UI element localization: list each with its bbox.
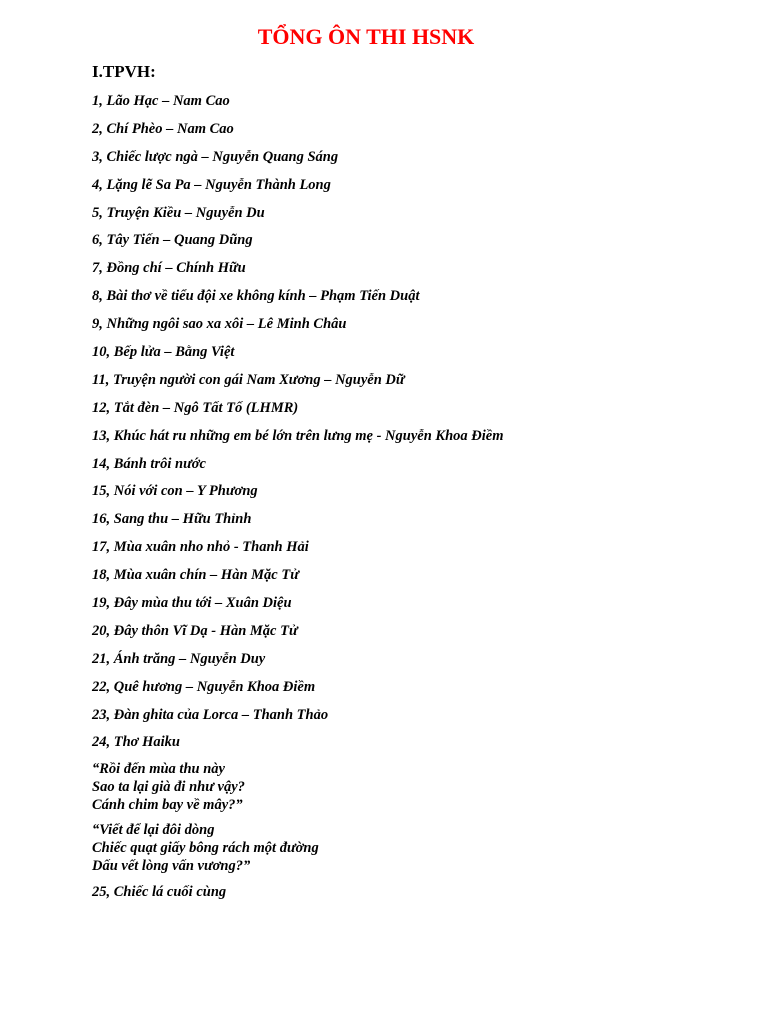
list-item: 19, Đây mùa thu tới – Xuân Diệu bbox=[92, 595, 292, 612]
list-item: 15, Nói với con – Y Phương bbox=[92, 483, 258, 500]
list-item: 21, Ánh trăng – Nguyễn Duy bbox=[92, 650, 266, 667]
section-heading: I.TPVH: bbox=[92, 62, 156, 81]
haiku-poem-1 bbox=[92, 760, 503, 814]
poem-line: Dấu vết lòng vấn vương?” bbox=[92, 858, 251, 875]
list-item: 6, Tây Tiến – Quang Dũng bbox=[92, 232, 253, 249]
poem-line: Cánh chim bay về mây?” bbox=[92, 797, 243, 814]
poem-line: Sao ta lại già đi như vậy? bbox=[92, 779, 245, 796]
list-item: 16, Sang thu – Hữu Thỉnh bbox=[92, 511, 252, 528]
poem-line: “Rồi đến mùa thu này bbox=[92, 761, 225, 778]
list-item: 7, Đồng chí – Chính Hữu bbox=[92, 260, 246, 277]
list-item: 18, Mùa xuân chín – Hàn Mặc Tử bbox=[92, 567, 299, 584]
list-item: 12, Tắt đèn – Ngô Tất Tố (LHMR) bbox=[92, 399, 299, 416]
list-item: 14, Bánh trôi nước bbox=[92, 455, 206, 472]
list-item: 4, Lặng lẽ Sa Pa – Nguyễn Thành Long bbox=[92, 176, 331, 193]
literary-works-list bbox=[92, 91, 503, 910]
list-item: 9, Những ngôi sao xa xôi – Lê Minh Châu bbox=[92, 316, 347, 333]
list-item: 3, Chiếc lược ngà – Nguyễn Quang Sáng bbox=[92, 148, 339, 165]
list-item: 25, Chiếc lá cuối cùng bbox=[92, 884, 227, 901]
document-title: TỔNG ÔN THI HSNK bbox=[257, 24, 475, 49]
list-item: 11, Truyện người con gái Nam Xương – Nguyễn Dữ bbox=[92, 371, 405, 388]
list-item: 2, Chí Phèo – Nam Cao bbox=[92, 120, 234, 137]
poem-line: “Viết để lại đôi dòng bbox=[92, 822, 215, 839]
list-item: 17, Mùa xuân nho nhỏ - Thanh Hải bbox=[92, 539, 309, 556]
list-item: 20, Đây thôn Vĩ Dạ - Hàn Mặc Tử bbox=[92, 622, 298, 639]
list-item: 5, Truyện Kiều – Nguyễn Du bbox=[92, 204, 265, 221]
poem-line: Chiếc quạt giấy bông rách một đường bbox=[92, 840, 319, 857]
list-item: 13, Khúc hát ru những em bé lớn trên lưng mẹ - Nguyễn Khoa Điềm bbox=[92, 427, 504, 444]
haiku-poem-2 bbox=[92, 821, 503, 875]
list-item: 1, Lão Hạc – Nam Cao bbox=[92, 93, 230, 109]
list-item: 22, Quê hương – Nguyễn Khoa Điềm bbox=[92, 678, 316, 695]
list-item: 24, Thơ Haiku bbox=[92, 734, 180, 751]
list-item: 10, Bếp lửa – Bằng Việt bbox=[92, 344, 235, 361]
list-item: 23, Đàn ghita của Lorca – Thanh Thảo bbox=[92, 706, 329, 723]
list-item: 8, Bài thơ về tiểu đội xe không kính – Phạm Tiến Duật bbox=[92, 288, 420, 305]
